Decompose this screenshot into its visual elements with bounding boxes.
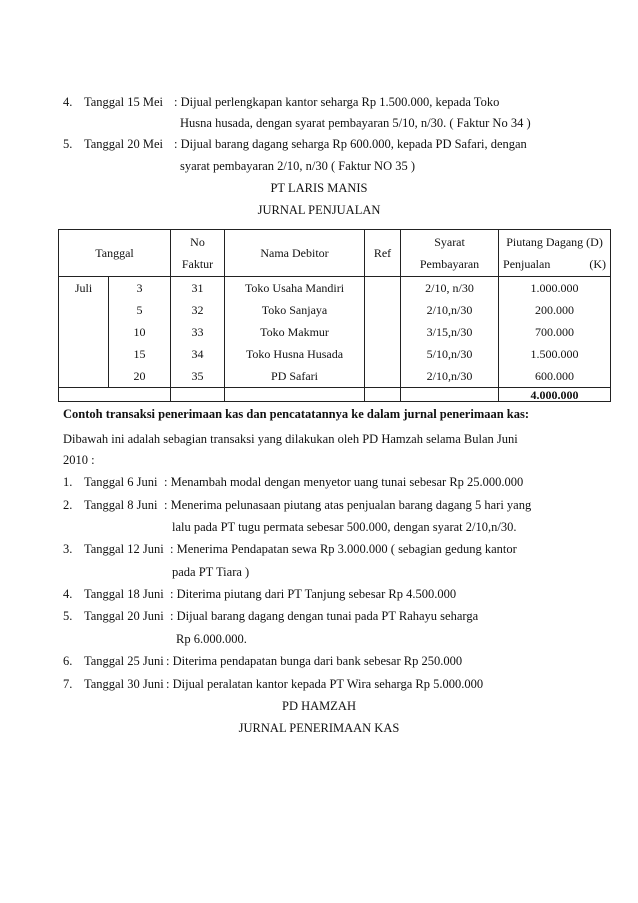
- header-nama-debitor: Nama Debitor: [225, 230, 365, 277]
- intro-text-cont: 2010 :: [63, 453, 95, 467]
- cell-debitor: Toko Husna Husada: [225, 343, 365, 365]
- cell-amount: 200.000: [499, 299, 611, 321]
- cell-ref: [365, 321, 401, 343]
- cell-month: [59, 365, 109, 388]
- cell-faktur: 31: [171, 277, 225, 300]
- cell-syarat: 2/10, n/30: [401, 277, 499, 300]
- cell-syarat: 3/15,n/30: [401, 321, 499, 343]
- header-ref: Ref: [365, 230, 401, 277]
- table-row: [59, 343, 611, 365]
- table-row: [59, 365, 611, 388]
- cell-month: [59, 299, 109, 321]
- company-name: PD HAMZAH: [282, 699, 356, 713]
- table-header-row: [59, 230, 611, 277]
- cell-total: 4.000.000: [499, 388, 611, 402]
- table-row: [59, 299, 611, 321]
- cell-day: 10: [109, 321, 171, 343]
- cell-syarat: 5/10,n/30: [401, 343, 499, 365]
- cell-month: Juli: [59, 277, 109, 300]
- cell-day: 20: [109, 365, 171, 388]
- sales-journal-table: [58, 229, 611, 402]
- header-no-faktur: No Faktur: [171, 230, 225, 277]
- item-number: 4.: [63, 95, 73, 109]
- cell-syarat: 2/10,n/30: [401, 365, 499, 388]
- cell-debitor: Toko Usaha Mandiri: [225, 277, 365, 300]
- cell-ref: [365, 365, 401, 388]
- cell-debitor: Toko Sanjaya: [225, 299, 365, 321]
- cell-amount: 1.000.000: [499, 277, 611, 300]
- cell-syarat: 2/10,n/30: [401, 299, 499, 321]
- item-description: : Dijual barang dagang seharga Rp 600.000, kepada PD Safari, dengan: [174, 137, 527, 151]
- header-tanggal: Tanggal: [59, 230, 171, 277]
- cell-day: 3: [109, 277, 171, 300]
- cell-day: 5: [109, 299, 171, 321]
- cell-debitor: Toko Makmur: [225, 321, 365, 343]
- cell-ref: [365, 277, 401, 300]
- cell-amount: 600.000: [499, 365, 611, 388]
- journal-title: JURNAL PENJUALAN: [257, 203, 381, 217]
- cell-day: 15: [109, 343, 171, 365]
- table-total-row: [59, 388, 611, 402]
- cell-faktur: 34: [171, 343, 225, 365]
- item-date: Tanggal 20 Mei: [84, 137, 163, 151]
- section-heading: Contoh transaksi penerimaan kas dan pencatatannya ke dalam jurnal penerimaan kas:: [63, 407, 530, 421]
- company-name: PT LARIS MANIS: [270, 181, 368, 195]
- header-piutang: Piutang Dagang (D) Penjualan (K): [499, 230, 611, 277]
- cell-faktur: 35: [171, 365, 225, 388]
- journal-title: JURNAL PENERIMAAN KAS: [238, 721, 400, 735]
- cell-amount: 1.500.000: [499, 343, 611, 365]
- item-description-cont: syarat pembayaran 2/10, n/30 ( Faktur NO 35 ): [180, 159, 416, 173]
- cell-month: [59, 343, 109, 365]
- cell-faktur: 33: [171, 321, 225, 343]
- document-page: 4. Tanggal 15 Mei : Dijual perlengkapan kantor seharga Rp 1.500.000, kepada Toko Husna husada, dengan syarat pembayaran 5/10, n/30. ( Faktur No 34 ) 5. Tanggal 20 Mei : Dijual barang dagang seharga Rp 600.000, kepada PD Safari, dengan syarat pembayaran 2/10, n/30 ( Faktur NO 35 ) PT LARIS MANIS JURNAL PENJUALAN Tanggal No Faktur Nama Debitor Ref Syarat Pembayaran Piutang Dagang (D) Penjualan (K) Juli 3 31 Toko Usaha Mandiri 2/10, n/30 1.000.000 5 32 Toko Sanjaya 2/10,n/30 200.000 10 33 Toko Makmur 3/15,n/30 700.000 15 34 Toko Husna Husada 5/10,n/30 1.500.000 20 35 PD Safari 2/10,n/30 600.000 4.000.000 Contoh transaksi penerimaan kas dan pencatatannya ke dalam jurnal penerimaan kas: Dibawah ini adalah sebagian transaksi yang dilakukan oleh PD Hamzah selama Bulan Juni 2010 : 1. Tanggal 6 Juni : Menambah modal dengan menyetor uang tunai sebesar Rp 25.000.000 2. Tanggal 8 Juni : Menerima pelunasaan piutang atas penjualan barang dagang 5 hari yang lalu pada PT tugu permata sebesar 500.000, dengan syarat 2/10,n/30. 3. Tanggal 12 Juni : Menerima Pendapatan sewa Rp 3.000.000 ( sebagian gedung kantor pada PT Tiara ) 4. Tanggal 18 Juni : Diterima piutang dari PT Tanjung sebesar Rp 4.500.000 5. Tanggal 20 Juni : Dijual barang dagang dengan tunai pada PT Rahayu seharga Rp 6.000.000. 6. Tanggal 25 Juni : Diterima pendapatan bunga dari bank sebesar Rp 250.000 7. Tanggal 30 Juni : Dijual peralatan kantor kepada PT Wira seharga Rp 5.000.000 PD HAMZAH JURNAL PENERIMAAN KAS: [0, 0, 638, 903]
- intro-text: Dibawah ini adalah sebagian transaksi yang dilakukan oleh PD Hamzah selama Bulan Juni: [63, 432, 518, 446]
- cell-ref: [365, 343, 401, 365]
- cell-faktur: 32: [171, 299, 225, 321]
- item-number: 5.: [63, 137, 73, 151]
- item-description-cont: Husna husada, dengan syarat pembayaran 5/10, n/30. ( Faktur No 34 ): [180, 116, 531, 130]
- item-date: Tanggal 15 Mei: [84, 95, 163, 109]
- item-description: : Dijual perlengkapan kantor seharga Rp 1.500.000, kepada Toko: [174, 95, 500, 109]
- cell-amount: 700.000: [499, 321, 611, 343]
- cell-month: [59, 321, 109, 343]
- cell-ref: [365, 299, 401, 321]
- table-row: [59, 321, 611, 343]
- cell-debitor: PD Safari: [225, 365, 365, 388]
- table-row: [59, 277, 611, 300]
- header-syarat: Syarat Pembayaran: [401, 230, 499, 277]
